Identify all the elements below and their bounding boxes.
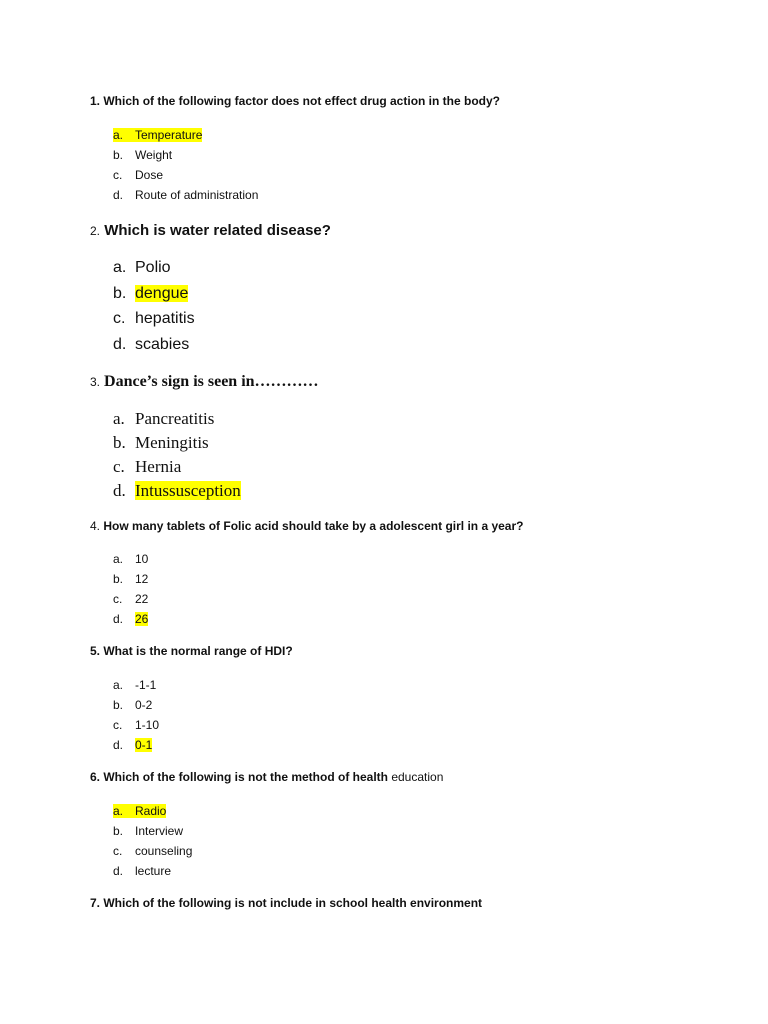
- q5-option-c-text: 1-10: [135, 718, 160, 732]
- q4-option-c: [113, 592, 148, 606]
- question-3-text: Dance’s sign is seen in…………: [104, 373, 319, 390]
- q1-option-b: [113, 148, 172, 162]
- question-1: [90, 94, 500, 108]
- q1-option-a-text: Temperature: [135, 128, 203, 142]
- q5-option-d-text: 0-1: [135, 738, 153, 752]
- q2-option-d: [113, 336, 189, 354]
- question-7-text: Which of the following is not include in school health environment: [103, 896, 483, 910]
- q1-option-a-letter: a.: [113, 128, 135, 142]
- q4-option-d-letter: d.: [113, 612, 124, 626]
- q4-option-b: [113, 572, 148, 586]
- q6-option-b-letter: b.: [113, 824, 124, 838]
- q2-option-c-text: hepatitis: [135, 310, 195, 327]
- q2-option-d-letter: d.: [113, 336, 127, 353]
- q3-option-a: [113, 409, 214, 429]
- q3-option-c-letter: c.: [113, 457, 125, 476]
- q5-option-a-letter: a.: [113, 678, 124, 692]
- q5-option-c: [113, 718, 159, 732]
- q5-option-a: [113, 678, 156, 692]
- q1-option-d: [113, 188, 258, 202]
- q3-option-d-letter: d.: [113, 481, 126, 500]
- q2-option-b-letter: b.: [113, 285, 127, 302]
- q3-option-c: [113, 457, 181, 477]
- q2-option-c: [113, 310, 195, 328]
- q4-option-a: [113, 552, 148, 566]
- q6-option-b: [113, 824, 183, 838]
- q3-option-d-text: Intussusception: [135, 481, 241, 500]
- q3-option-a-letter: a.: [113, 409, 125, 428]
- q1-option-c: [113, 168, 163, 182]
- q1-option-b-letter: b.: [113, 148, 124, 162]
- q2-option-b-text: dengue: [135, 285, 189, 302]
- q3-option-b-letter: b.: [113, 433, 126, 452]
- q2-option-b: [113, 285, 188, 303]
- q5-option-d: [113, 738, 152, 752]
- q6-option-c-text: counseling: [135, 844, 193, 858]
- q4-option-b-letter: b.: [113, 572, 124, 586]
- q4-option-a-letter: a.: [113, 552, 124, 566]
- q6-option-a: [113, 804, 166, 818]
- q3-option-d: [113, 481, 241, 501]
- q3-option-c-text: Hernia: [135, 457, 182, 476]
- q6-option-d: [113, 864, 171, 878]
- question-6: [90, 770, 443, 784]
- q6-option-c: [113, 844, 192, 858]
- q5-option-c-letter: c.: [113, 718, 123, 732]
- question-6-number: 6.: [90, 770, 101, 784]
- q4-option-a-text: 10: [135, 552, 149, 566]
- q1-option-d-letter: d.: [113, 188, 124, 202]
- q5-option-a-text: -1-1: [135, 678, 157, 692]
- q6-option-d-letter: d.: [113, 864, 124, 878]
- question-1-number: 1.: [90, 94, 101, 108]
- q1-option-c-letter: c.: [113, 168, 123, 182]
- q5-option-d-letter: d.: [113, 738, 124, 752]
- question-4: [90, 519, 523, 533]
- q5-option-b: [113, 698, 152, 712]
- q4-option-d-text: 26: [135, 612, 149, 626]
- question-7-number: 7.: [90, 896, 101, 910]
- q3-option-b: [113, 433, 209, 453]
- q2-option-a-letter: a.: [113, 259, 127, 276]
- q6-option-d-text: lecture: [135, 864, 172, 878]
- q4-option-c-text: 22: [135, 592, 149, 606]
- q6-option-b-text: Interview: [135, 824, 184, 838]
- question-5: [90, 644, 293, 658]
- question-5-text: What is the normal range of HDI?: [103, 644, 293, 658]
- question-3-number: 3.: [90, 375, 101, 389]
- q1-option-b-text: Weight: [135, 148, 173, 162]
- question-6-tail: education: [388, 770, 444, 784]
- question-2-text: Which is water related disease?: [104, 222, 331, 239]
- q1-option-a: [113, 128, 202, 142]
- q3-option-b-text: Meningitis: [135, 433, 209, 452]
- q6-option-a-letter: a.: [113, 804, 135, 818]
- question-2: [90, 222, 331, 239]
- question-4-number: 4.: [90, 519, 101, 533]
- question-1-text: Which of the following factor does not effect drug action in the body?: [103, 94, 501, 108]
- question-5-number: 5.: [90, 644, 101, 658]
- q2-option-d-text: scabies: [135, 336, 190, 353]
- question-6-text: Which of the following is not the method of health: [103, 770, 388, 784]
- q6-option-c-letter: c.: [113, 844, 123, 858]
- q3-option-a-text: Pancreatitis: [135, 409, 215, 428]
- q2-option-a: [113, 259, 171, 277]
- q2-option-a-text: Polio: [135, 259, 171, 276]
- q1-option-c-text: Dose: [135, 168, 164, 182]
- q2-option-c-letter: c.: [113, 310, 126, 327]
- q4-option-b-text: 12: [135, 572, 149, 586]
- q1-option-d-text: Route of administration: [135, 188, 259, 202]
- q5-option-b-text: 0-2: [135, 698, 153, 712]
- question-7: [90, 896, 482, 910]
- question-3: [90, 373, 319, 391]
- question-4-text: How many tablets of Folic acid should take by a adolescent girl in a year?: [103, 519, 524, 533]
- q4-option-d: [113, 612, 148, 626]
- q6-option-a-text: Radio: [135, 804, 167, 818]
- q4-option-c-letter: c.: [113, 592, 123, 606]
- q5-option-b-letter: b.: [113, 698, 124, 712]
- question-2-number: 2.: [90, 224, 101, 238]
